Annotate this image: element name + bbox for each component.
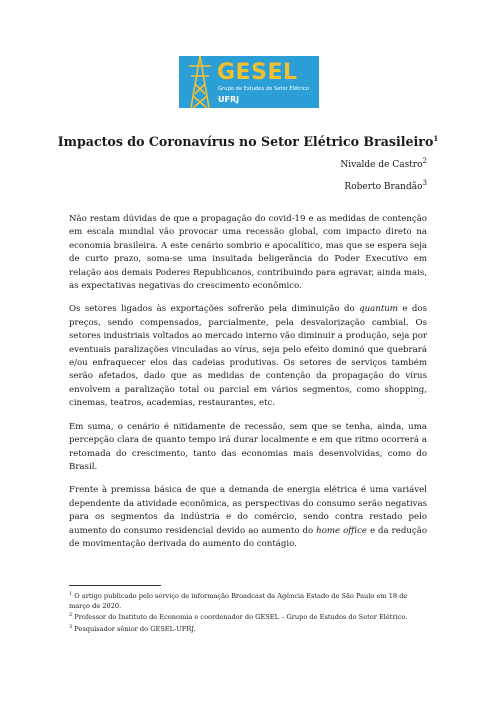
footnote-2-number: 2 xyxy=(69,612,73,619)
footnote-divider xyxy=(69,585,161,586)
author-2 xyxy=(344,179,427,192)
paragraph-1: Não restam dúvidas de que a propagação do covid-19 e as medidas de contenção em escala mundial vão provocar uma recessão global, com impacto direto na economia brasileira. A este cenário sombrio e apocalítico, mas que se espera seja de curto prazo, soma-se uma insuitada beligerância do Poder Executivo em relação aos demais Poderes Republicanos, contribuindo para agravar, ainda mais, as expectativas negativas do crescimento econômico. xyxy=(69,214,427,292)
author-1-footnote-ref[interactable]: 2 xyxy=(422,157,427,165)
title-footnote-ref[interactable]: 1 xyxy=(433,134,439,143)
paragraph-4-emphasis: home office xyxy=(316,525,367,536)
document-title-text: Impactos do Coronavírus no Setor Elétrico Brasileiro xyxy=(57,134,434,150)
footnote-2-text: Professor do Instituto de Economia e coordenador do GESEL – Grupo de Estudos do Setor Elétrico. xyxy=(74,613,408,622)
footnotes xyxy=(69,590,427,635)
footnote-3-text: Pesquisador sênior do GESEL-UFRJ. xyxy=(74,625,196,634)
footnote-3 xyxy=(69,623,427,635)
logo-wordmark xyxy=(217,60,297,85)
transmission-tower-icon xyxy=(187,56,213,108)
footnote-3-number: 3 xyxy=(69,624,73,631)
logo-institution: UFRJ xyxy=(218,95,240,104)
logo-wordmark-part1: GES xyxy=(217,60,268,85)
document-title xyxy=(0,134,496,149)
paragraph-2-emphasis: quantum xyxy=(359,304,398,315)
author-1 xyxy=(340,157,427,170)
logo-wordmark-part2: EL xyxy=(267,60,298,85)
author-2-name: Roberto Brandão xyxy=(344,182,423,192)
paragraph-2-part-b: e dos preços, sendo compensados, parcialmente, pela desvalorização cambial. Os setores industriais voltados ao mercado interno vão diminuir a produção, seja por eventuais paralizações vinculadas ao vírus, seja pelo efeito dominó que quebrará e/ou enfraquecer elos das cadeias produtivas. Os setores de serviços também serão afetados, dado que as medidas de contenção da propagação do vírus envolvem a paralização total ou parcial em vários segmentos, como shopping, cinemas, teatros, academias, restaurantes, etc. xyxy=(69,304,427,409)
gesel-logo xyxy=(179,56,319,108)
paragraph-3: Em suma, o cenário é nitidamente de recessão, sem que se tenha, ainda, uma percepção clara de quanto tempo irá durar localmente e em que ritmo ocorrerá a retomada do crescimento, tanto das economias mais desenvolvidas, como do Brasil. xyxy=(69,421,427,472)
paragraph-4-part-a: Frente à premissa básica de que a demanda de energia elétrica é uma variável dependente da atividade econômica, as perspectivas do consumo serão negativas para os segmentos da indústria e do comércio, sendo contra restado pelo aumento do consumo residencial devido ao aumento do xyxy=(69,485,427,536)
author-2-footnote-ref[interactable]: 3 xyxy=(422,179,427,187)
footnote-1-text: O artigo publicado pelo serviço de informação Broadcast da Agência Estado de São Paulo em 18 de março de 2020. xyxy=(69,592,408,610)
footnote-1-number: 1 xyxy=(69,591,73,597)
article-body xyxy=(69,213,427,561)
paragraph-4-part-b: e da redução de movimentação derivada do aumento do contágio. xyxy=(69,525,427,549)
paragraph-4 xyxy=(69,484,427,551)
footnote-1 xyxy=(69,590,427,611)
author-1-name: Nivalde de Castro xyxy=(340,160,423,170)
logo-subtitle: Grupo de Estudos do Setor Elétrico xyxy=(218,86,309,92)
paragraph-2 xyxy=(69,303,427,410)
paragraph-2-part-a: Os setores ligados às exportações sofrerão pela diminuição do xyxy=(69,304,360,315)
footnote-2 xyxy=(69,611,427,623)
